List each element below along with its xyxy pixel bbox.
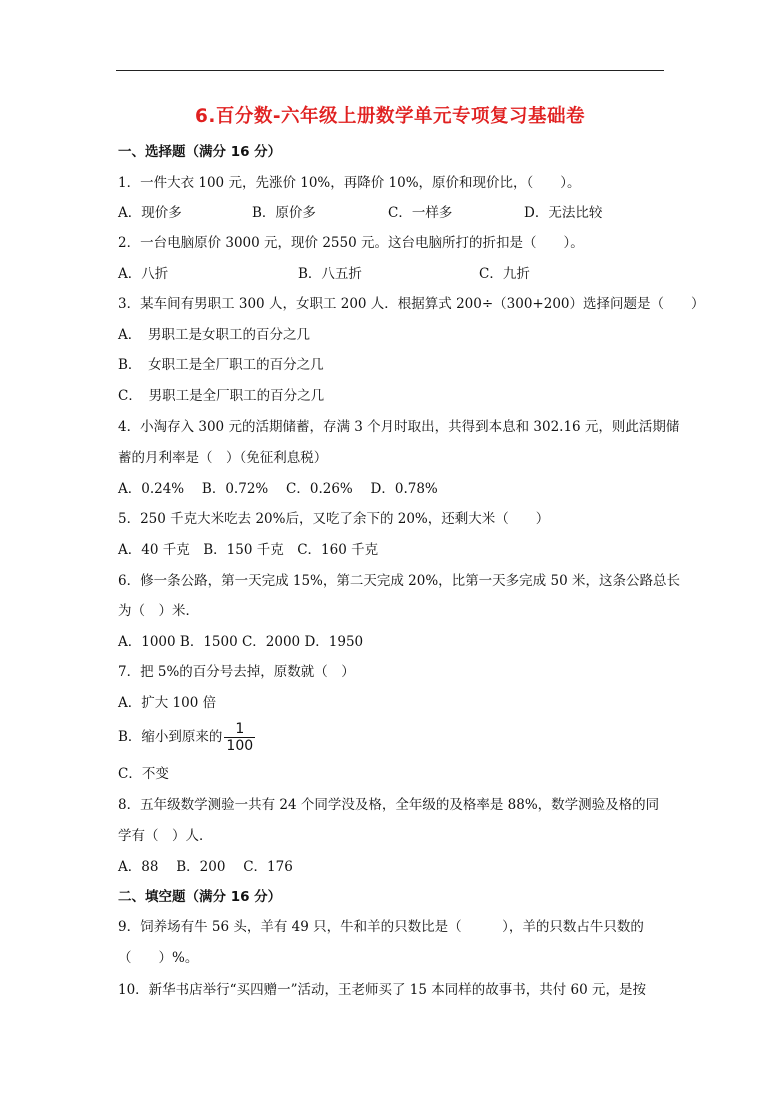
question-4-line-2: 蓄的月利率是（ ）（免征利息税） — [118, 450, 328, 466]
question-9-line-2: （ ）%。 — [118, 950, 199, 966]
question-9-line-1: 9．饲养场有牛 56 头，羊有 49 只，牛和羊的只数比是（ ），羊的只数占牛只数的 — [118, 919, 644, 935]
question-8-line-1: 8．五年级数学测验一共有 24 个同学没及格，全年级的及格率是 88%，数学测验及格的同 — [118, 797, 660, 813]
question-8-line-2: 学有（ ）人． — [118, 828, 213, 844]
q7-option-c: C．不变 — [118, 766, 169, 782]
q7-option-a: A．扩大 100 倍 — [118, 695, 217, 711]
q4-options: A．0.24% B．0.72% C．0.26% D．0.78% — [118, 481, 438, 497]
q2-option-c: C．九折 — [479, 266, 530, 282]
question-10-line-1: 10．新华书店举行“买四赠一”活动，王老师买了 15 本同样的故事书，共付 60 元，是按 — [118, 982, 647, 998]
question-3: 3．某车间有男职工 300 人，女职工 200 人．根据算式 200÷（300+200）选择问题是（ ） — [118, 296, 705, 312]
q1-option-a: A．现价多 — [118, 205, 182, 221]
page-title: 6.百分数-六年级上册数学单元专项复习基础卷 — [194, 106, 586, 127]
q3-option-b: B． 女职工是全厂职工的百分之几 — [118, 357, 324, 373]
question-7: 7．把 5%的百分号去掉，原数就（ ） — [118, 664, 355, 680]
q3-option-c: C． 男职工是全厂职工的百分之几 — [118, 388, 325, 404]
q6-options: A．1000 B．1500 C．2000 D．1950 — [118, 634, 364, 650]
q7-option-b-label: B．缩小到原来的 — [118, 729, 223, 745]
section-heading-fill-in: 二、填空题（满分 16 分） — [118, 889, 282, 905]
q1-option-b: B．原价多 — [252, 205, 316, 221]
q5-options: A．40 千克 B．150 千克 C．160 千克 — [118, 542, 379, 558]
q3-option-a: A． 男职工是女职工的百分之几 — [118, 327, 310, 343]
q8-options: A．88 B．200 C．176 — [118, 859, 293, 875]
question-6-line-1: 6．修一条公路，第一天完成 15%，第二天完成 20%，比第一天多完成 50 米，这条公路总长 — [118, 573, 680, 589]
question-5: 5．250 千克大米吃去 20%后，又吃了余下的 20%，还剩大米（ ） — [118, 511, 550, 527]
q2-option-b: B．八五折 — [298, 266, 362, 282]
question-1: 1．一件大衣 100 元，先涨价 10%，再降价 10%，原价和现价比，（ ）。 — [118, 175, 581, 191]
question-6-line-2: 为（ ）米． — [118, 603, 199, 619]
fraction-denominator: 100 — [226, 738, 254, 754]
question-4-line-1: 4．小淘存入 300 元的活期储蓄，存满 3 个月时取出，共得到本息和 302.16 元，则此活期储 — [118, 419, 680, 435]
question-2: 2．一台电脑原价 3000 元，现价 2550 元。这台电脑所打的折扣是（ ）。 — [118, 235, 584, 251]
q2-option-a: A．八折 — [118, 266, 169, 282]
fraction-numerator: 1 — [235, 721, 245, 737]
q1-option-c: C．一样多 — [388, 205, 453, 221]
q1-option-d: D．无法比较 — [524, 205, 603, 221]
section-heading-choice: 一、选择题（满分 16 分） — [118, 144, 282, 160]
top-rule — [116, 70, 664, 71]
fraction-one-hundredth — [224, 721, 255, 754]
q7-option-b — [118, 719, 255, 755]
